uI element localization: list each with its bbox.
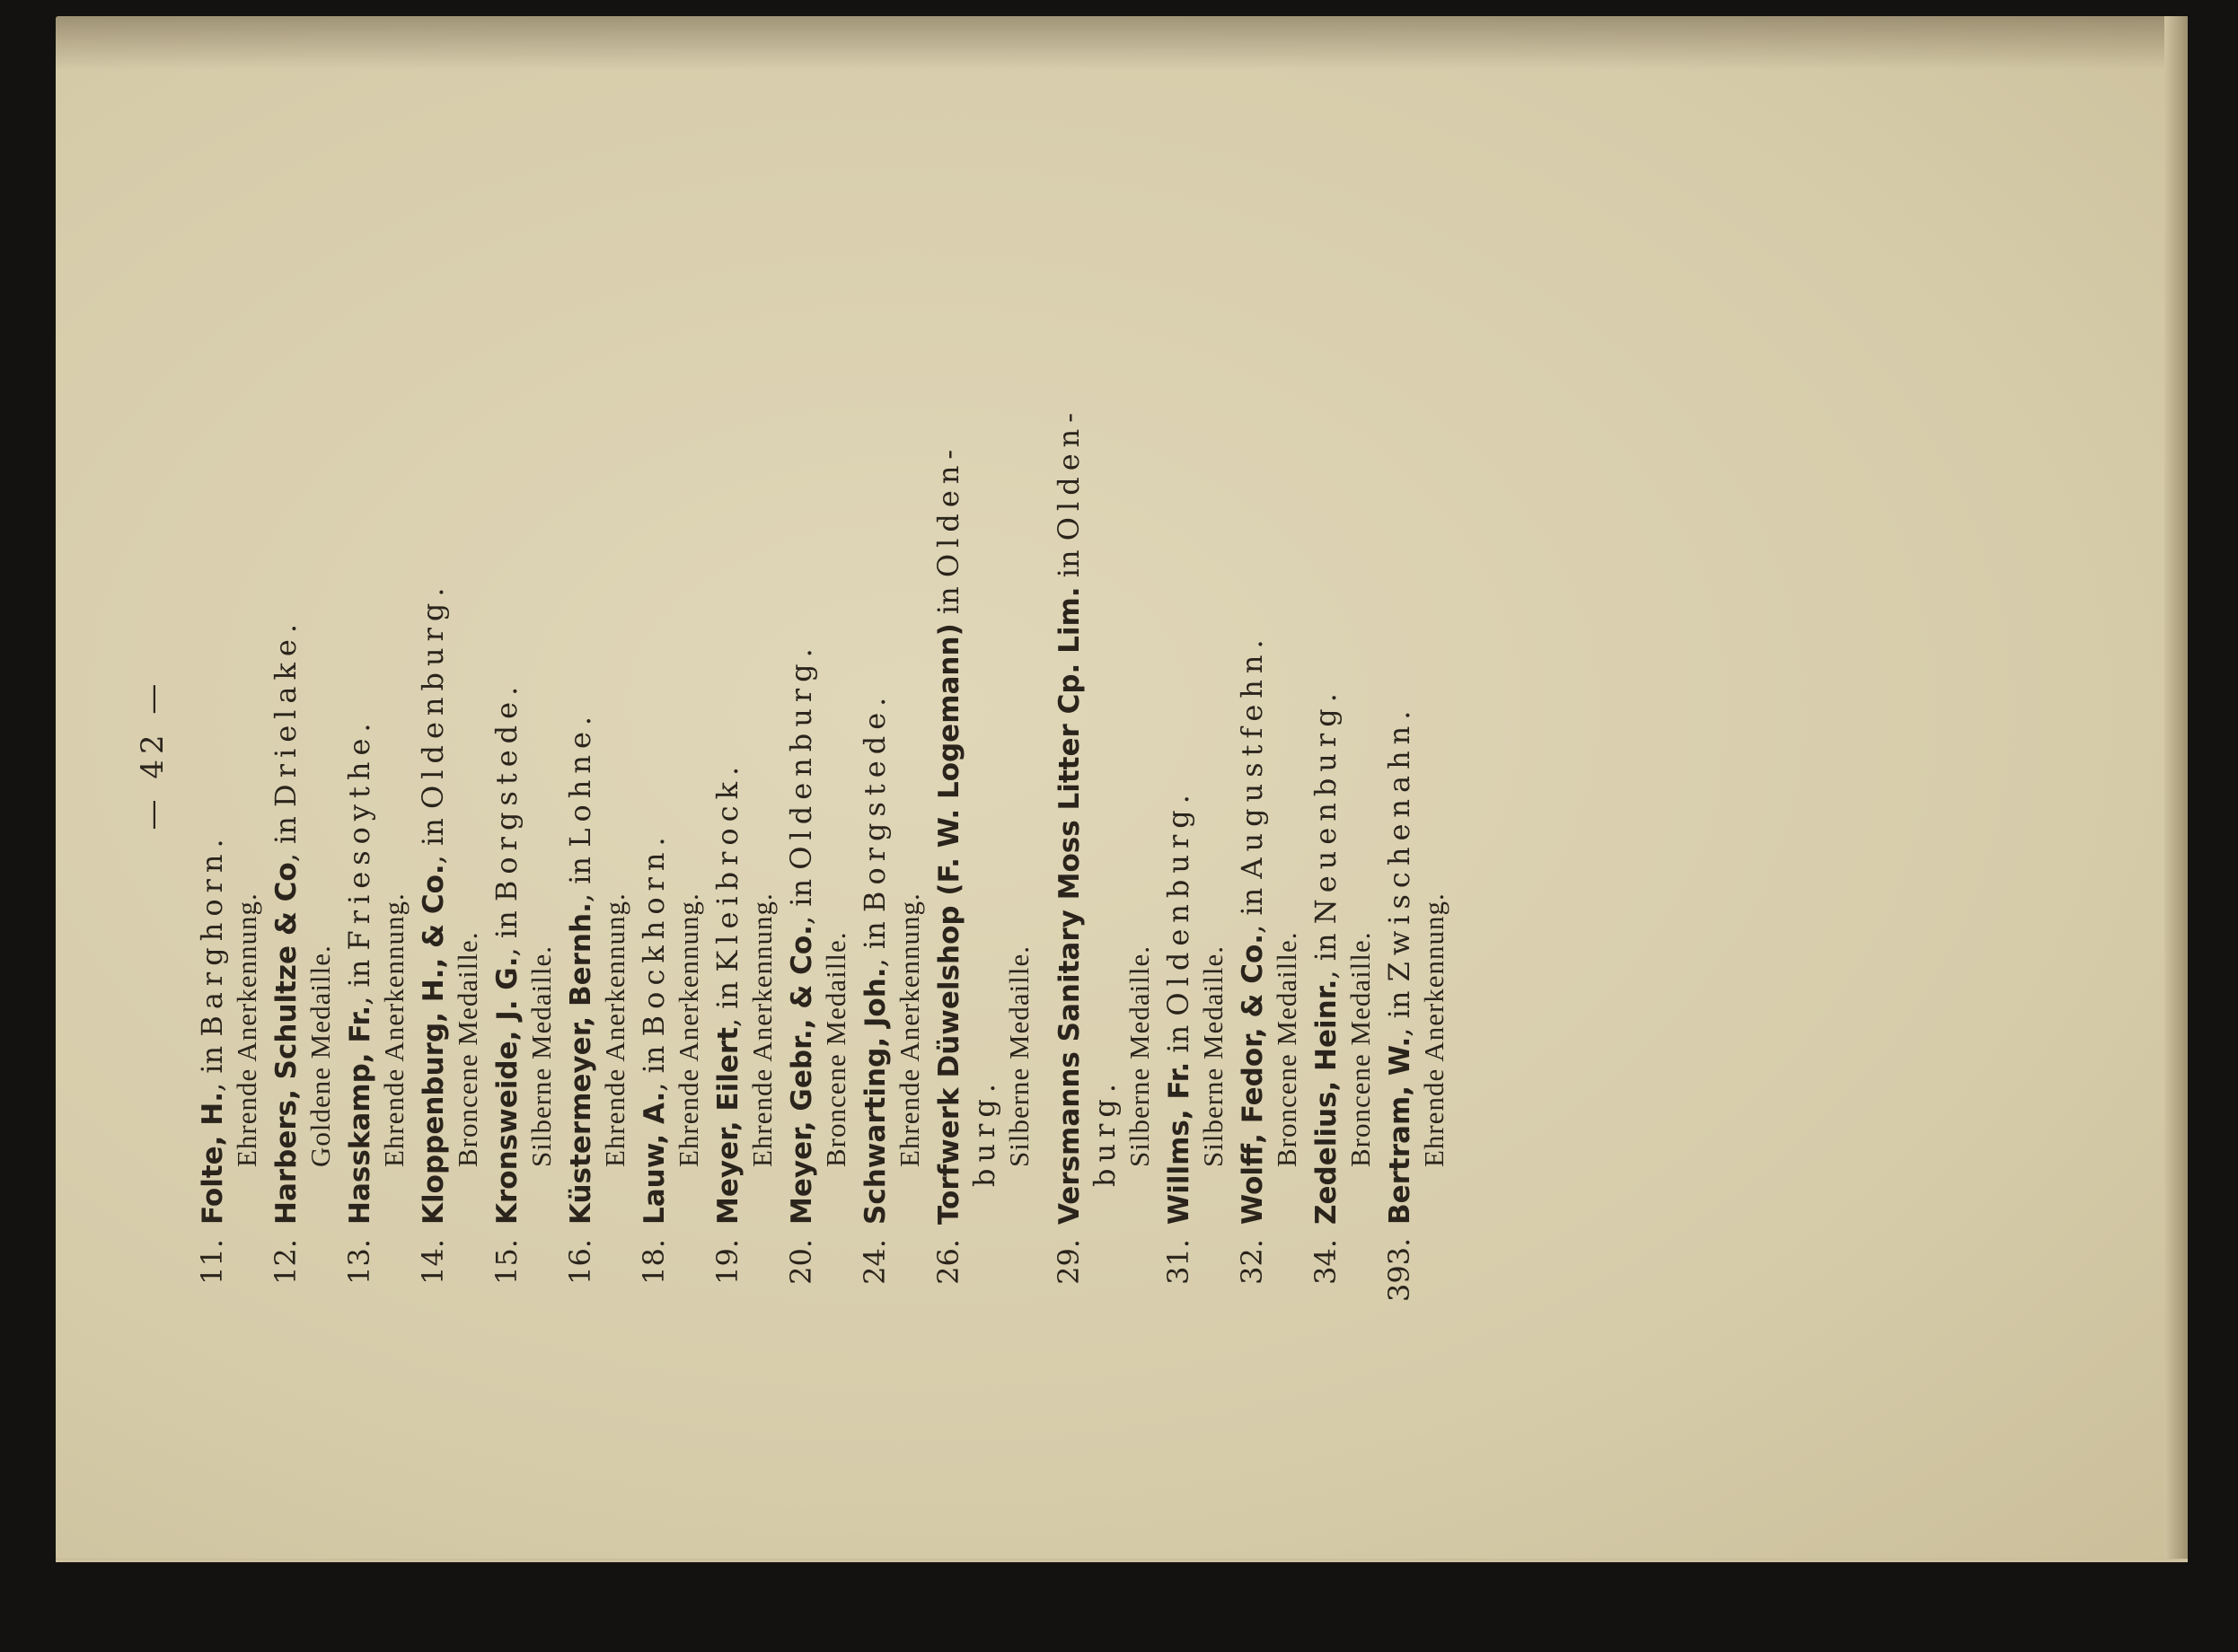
entry-number: 15. bbox=[489, 1239, 524, 1285]
entry-connector: in bbox=[1052, 540, 1086, 587]
entry-number: 18. bbox=[637, 1239, 671, 1285]
entry-line bbox=[1308, 63, 1344, 1302]
entry-line bbox=[1234, 63, 1270, 1302]
entry-connector: , in bbox=[195, 1036, 229, 1093]
entry-line bbox=[489, 63, 524, 1302]
entry-number: 26. bbox=[931, 1239, 965, 1285]
entry-connector: , in bbox=[489, 901, 524, 957]
entry-connector: , in bbox=[710, 971, 745, 1028]
list-item bbox=[415, 63, 485, 1302]
entry-place: Augustfehn. bbox=[1235, 633, 1269, 879]
list-item bbox=[783, 63, 853, 1302]
entry-connector: , in bbox=[1235, 878, 1269, 934]
list-item bbox=[857, 63, 927, 1302]
entry-continuation: burg. bbox=[967, 1076, 1001, 1187]
entry-place: Olden- bbox=[1052, 406, 1086, 541]
entry-award: Ehrende Anerkennung. bbox=[599, 892, 630, 1167]
entry-place: Oldenburg. bbox=[784, 642, 818, 870]
entry-connector: in bbox=[931, 577, 965, 624]
entry-number: 393. bbox=[1382, 1237, 1416, 1302]
entry-award: Broncene Medaille. bbox=[820, 931, 851, 1167]
entry-place: Kleibrock. bbox=[710, 760, 745, 972]
entry-connector: , in bbox=[858, 912, 892, 968]
entry-number: 24. bbox=[858, 1239, 892, 1285]
entry-continuation: burg. bbox=[1088, 1076, 1122, 1187]
entry-number: 34. bbox=[1308, 1239, 1343, 1285]
list-item bbox=[268, 63, 338, 1302]
entry-number: 19. bbox=[710, 1239, 745, 1285]
entry-award: Silberne Medaille. bbox=[1197, 945, 1229, 1167]
entry-line bbox=[930, 63, 966, 1302]
entry-name: Meyer, Gebr., & Co. bbox=[786, 925, 818, 1225]
entry-name: Torfwerk Düwelshop (F. W. Logemann) bbox=[933, 623, 965, 1225]
page-right-edge bbox=[2164, 16, 2188, 1559]
entry-name: Wolff, Fedor, & Co. bbox=[1237, 933, 1269, 1225]
list-item bbox=[1051, 63, 1157, 1302]
entry-place: Zwischenahn. bbox=[1382, 704, 1416, 982]
entry-line bbox=[268, 63, 304, 1302]
entry-number: 20. bbox=[784, 1239, 818, 1285]
entry-line bbox=[194, 63, 230, 1302]
entry-place: Neuenburg. bbox=[1308, 687, 1343, 925]
entry-number: 11. bbox=[195, 1239, 229, 1285]
entry-connector: , in bbox=[637, 1036, 671, 1092]
entry-award: Broncene Medaille. bbox=[1344, 931, 1376, 1167]
entry-line bbox=[857, 63, 893, 1302]
entry-connector: , in bbox=[416, 808, 450, 865]
list-item bbox=[341, 63, 411, 1302]
entry-number: 14. bbox=[416, 1239, 450, 1285]
entry-name: Zedelius, Heinr. bbox=[1310, 979, 1343, 1225]
entry-line bbox=[562, 63, 598, 1302]
entry-place: Borgstede. bbox=[489, 680, 524, 902]
entry-name: Meyer, Eilert bbox=[712, 1027, 745, 1225]
entry-place: Barghorn. bbox=[195, 832, 229, 1037]
entry-line bbox=[783, 63, 819, 1302]
entry-number: 13. bbox=[342, 1239, 376, 1285]
entry-name: Bertram, W. bbox=[1384, 1036, 1416, 1225]
entry-number: 31. bbox=[1161, 1239, 1195, 1285]
entry-connector: , in bbox=[1382, 981, 1416, 1037]
entry-line bbox=[1381, 63, 1417, 1302]
list-item bbox=[194, 63, 264, 1302]
entry-name: Folte, H. bbox=[197, 1092, 229, 1225]
entry-award: Ehrende Anerkennung. bbox=[231, 892, 262, 1167]
entry-name: Schwarting, Joh. bbox=[859, 967, 892, 1225]
entry-number: 12. bbox=[269, 1239, 303, 1285]
entry-number: 32. bbox=[1235, 1239, 1269, 1285]
entry-line bbox=[1051, 63, 1087, 1302]
list-item bbox=[709, 63, 780, 1302]
entry-place: Bockhorn. bbox=[637, 830, 671, 1037]
entry-name: Lauw, A. bbox=[639, 1091, 671, 1225]
entry-connector: , in bbox=[1308, 924, 1343, 980]
entry-award: Ehrende Anerkennung. bbox=[673, 892, 704, 1167]
page-text-rotated bbox=[135, 54, 2110, 1311]
entry-award: Ehrende Anerkennung. bbox=[894, 892, 925, 1167]
list-item bbox=[1234, 63, 1304, 1302]
entry-name: Versmanns Sanitary Moss Litter Cp. Lim. bbox=[1053, 586, 1086, 1225]
list-item bbox=[1381, 63, 1451, 1302]
entry-line bbox=[1160, 63, 1196, 1302]
entry-place: Borgstede. bbox=[858, 690, 892, 913]
entry-place: Lohne. bbox=[563, 709, 597, 848]
list-item bbox=[562, 63, 632, 1302]
entry-name: Willms, Fr. bbox=[1163, 1061, 1195, 1225]
page-number: — 42 — bbox=[135, 678, 171, 830]
entry-line bbox=[341, 63, 377, 1302]
entry-award: Silberne Medaille. bbox=[525, 945, 557, 1167]
entry-connector: , in bbox=[342, 950, 376, 1006]
list-item bbox=[1308, 63, 1378, 1302]
entry-name: Kronsweide, J. G. bbox=[491, 956, 524, 1225]
entry-place: Oldenburg. bbox=[1161, 788, 1195, 1016]
entry-name: Kloppenburg, H., & Co. bbox=[418, 864, 450, 1225]
list-item bbox=[1160, 63, 1230, 1302]
entry-connector: , in bbox=[269, 806, 303, 863]
entry-award: Ehrende Anerkennung. bbox=[378, 892, 410, 1167]
list-item bbox=[930, 63, 1036, 1302]
entry-name: Küstermeyer, Bernh. bbox=[565, 902, 597, 1225]
entry-number: 29. bbox=[1052, 1239, 1086, 1285]
entry-line bbox=[636, 63, 672, 1302]
entry-place: Drielake. bbox=[269, 618, 303, 807]
entry-award: Silberne Medaille. bbox=[1003, 945, 1035, 1167]
entry-line bbox=[709, 63, 745, 1302]
entry-connector: , in bbox=[784, 869, 818, 926]
list-item bbox=[489, 63, 559, 1302]
entry-connector: , in bbox=[563, 847, 597, 903]
entry-number: 16. bbox=[563, 1239, 597, 1285]
entry-award: Broncene Medaille. bbox=[1271, 931, 1302, 1167]
entry-award: Broncene Medaille. bbox=[452, 931, 483, 1167]
entry-place: Friesoythe. bbox=[342, 716, 376, 951]
entry-name: Hasskamp, Fr. bbox=[344, 1005, 376, 1225]
entry-award: Silberne Medaille. bbox=[1123, 945, 1155, 1167]
entry-name: Harbers, Schultze & Co bbox=[270, 862, 303, 1225]
list-item bbox=[636, 63, 706, 1302]
entry-award: Ehrende Anerkennung. bbox=[746, 892, 778, 1167]
entry-connector: in bbox=[1161, 1015, 1195, 1062]
entry-place: Olden- bbox=[931, 443, 965, 578]
entry-place: Oldenburg. bbox=[416, 581, 450, 809]
entry-award: Goldene Medaille. bbox=[304, 945, 336, 1167]
entry-line bbox=[415, 63, 451, 1302]
entry-award: Ehrende Anerkennung. bbox=[1418, 892, 1449, 1167]
